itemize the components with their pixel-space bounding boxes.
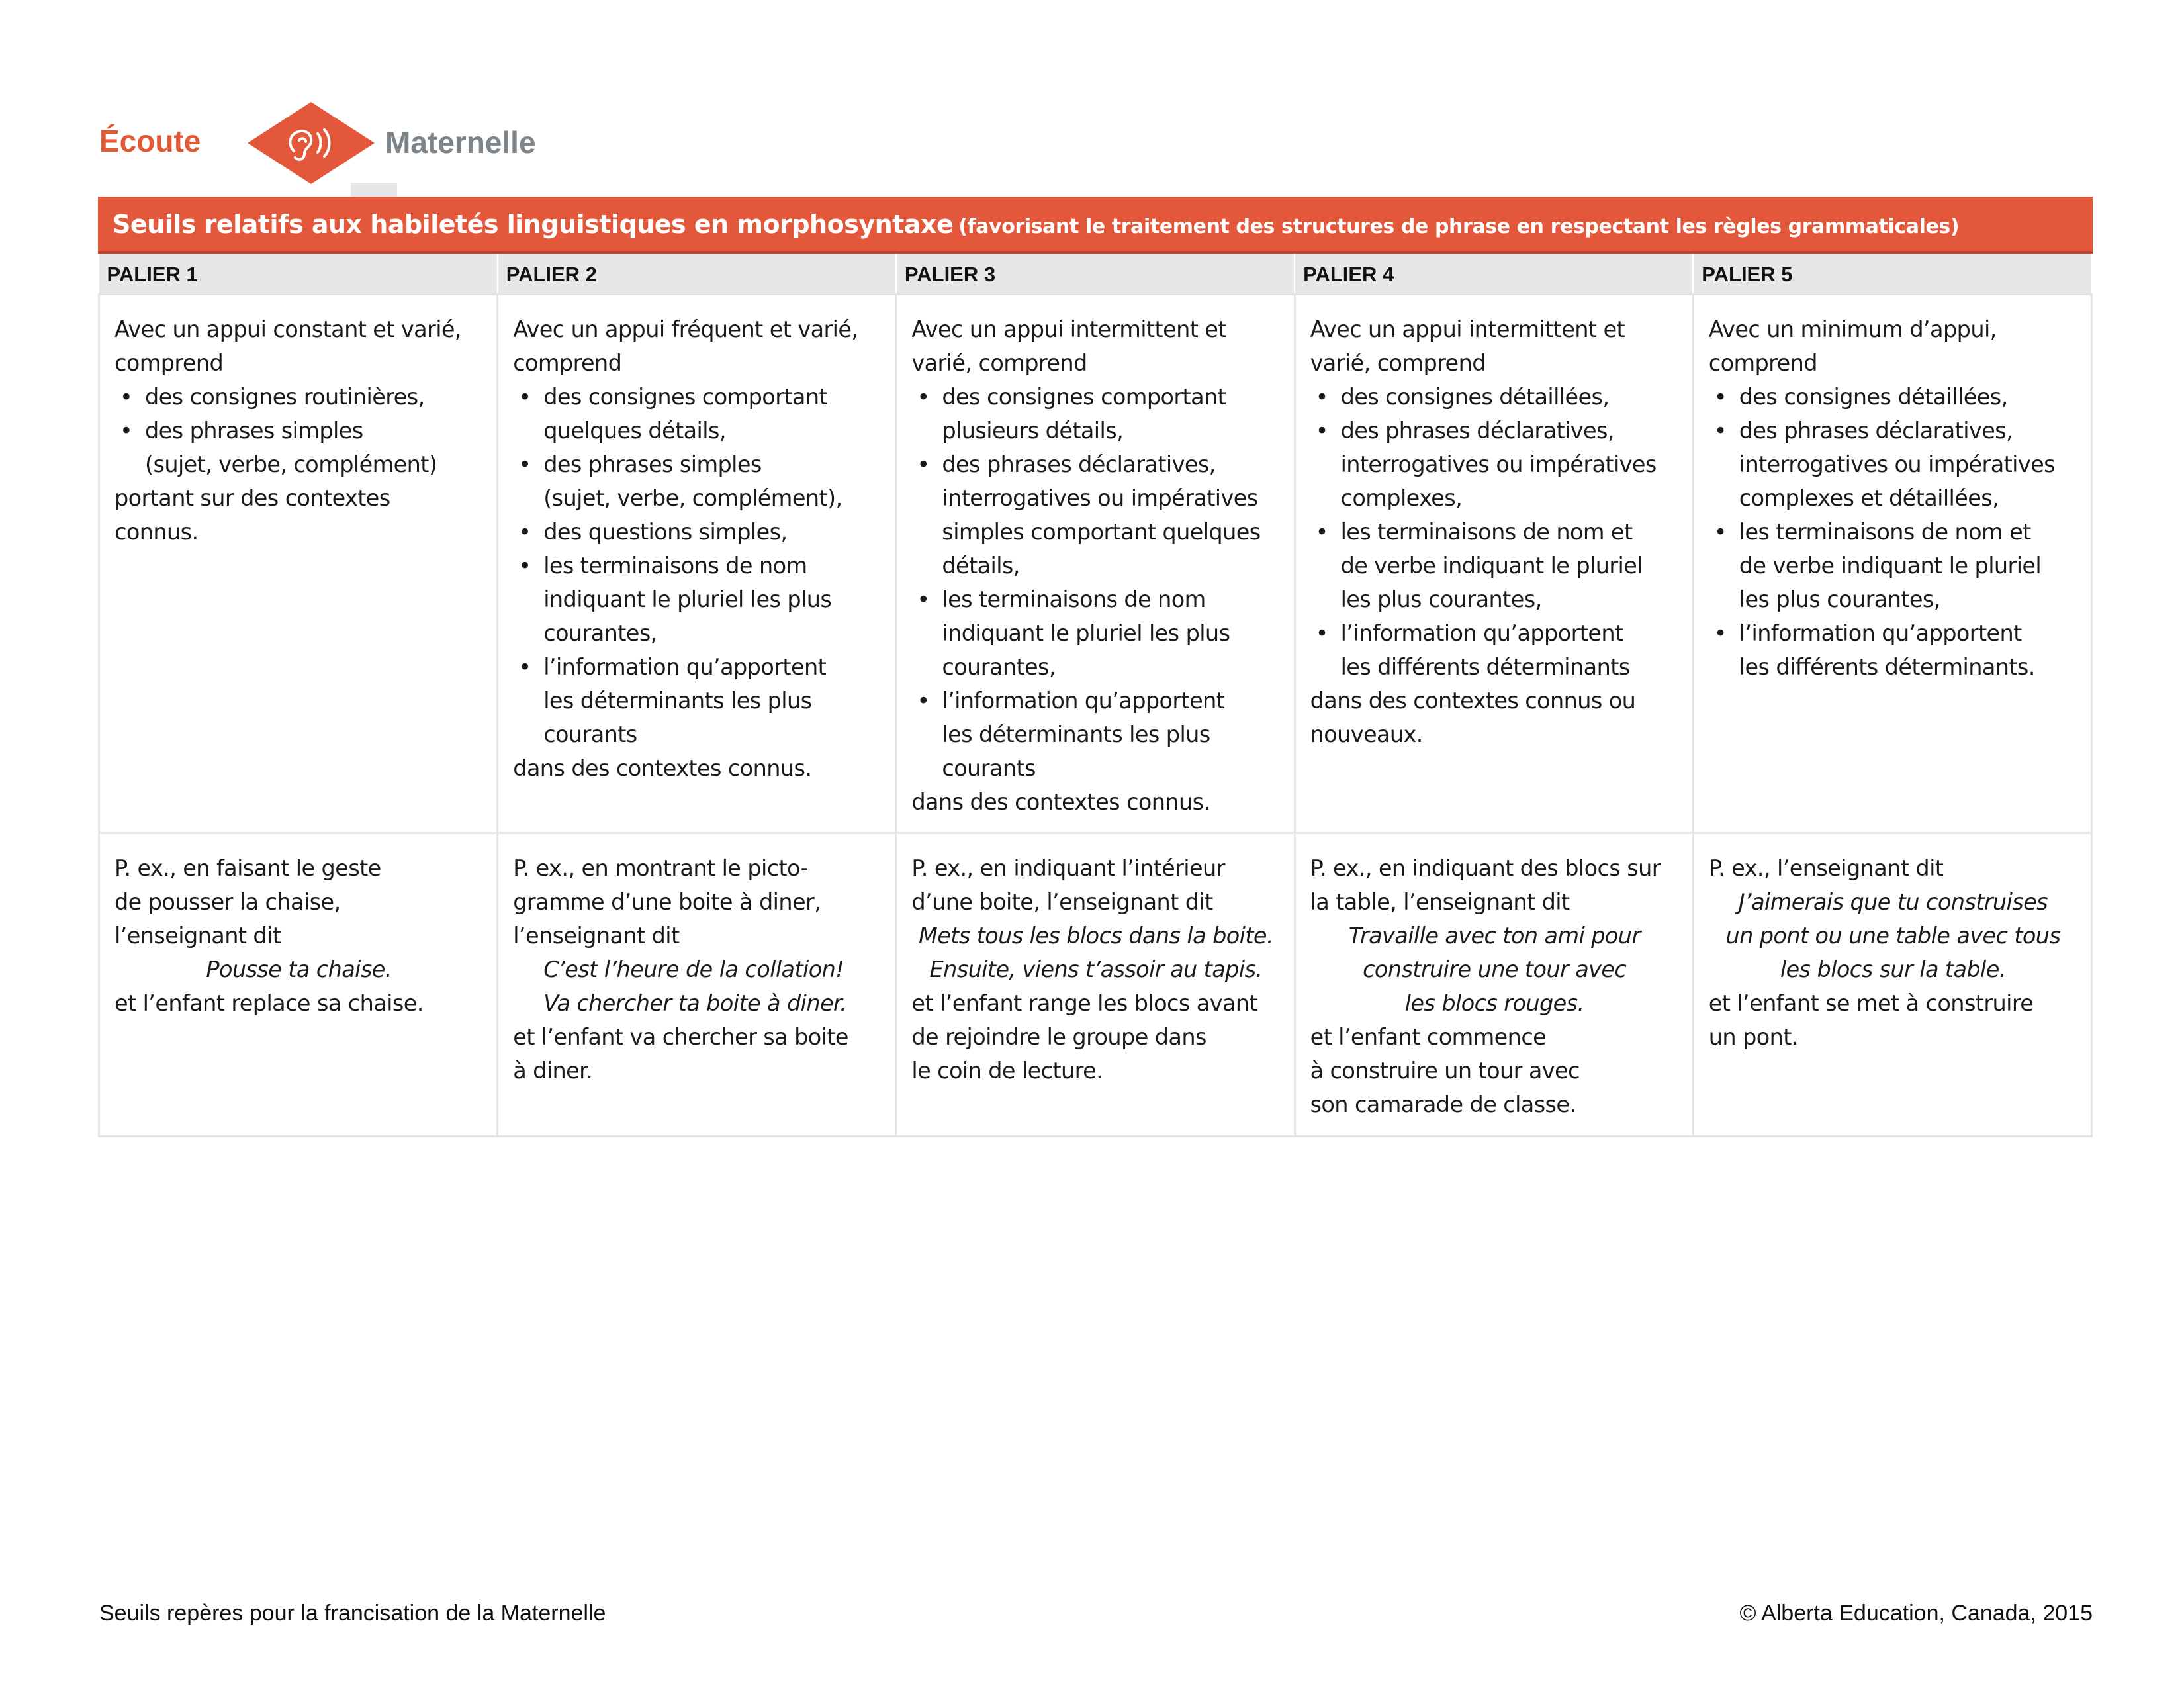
example-outro-line: et l’enfant va chercher sa boite xyxy=(513,1024,848,1050)
descriptor-bullet xyxy=(1709,414,2077,515)
example-cell-palier-2 xyxy=(498,833,896,1137)
example-intro-line: P. ex., l’enseignant dit xyxy=(1708,855,1944,881)
descriptor-bullet-line: • des consignes routinières, xyxy=(145,384,425,410)
descriptor-bullet xyxy=(513,447,882,515)
descriptor-intro-line: comprend xyxy=(1708,350,1817,376)
descriptor-intro-line: varié, comprend xyxy=(911,350,1087,376)
descriptor-bullet-line: • l’information qu’apportent xyxy=(543,654,827,680)
descriptor-bullet-line: plusieurs détails, xyxy=(942,418,1124,444)
example-quote-line: C’est l’heure de la collation! xyxy=(543,957,844,982)
descriptor-bullet-line: • des phrases simples xyxy=(145,418,363,444)
example-outro-line: à construire un tour avec xyxy=(1310,1058,1580,1084)
descriptor-bullet-list xyxy=(1709,380,2077,684)
descriptor-row xyxy=(99,295,2092,833)
column-header-palier-4: PALIER 4 xyxy=(1295,254,1693,295)
descriptor-bullet-line: • les terminaisons de nom et xyxy=(1340,519,1633,545)
descriptor-bullet-line: • des consignes détaillées, xyxy=(1340,384,1610,410)
descriptor-bullet xyxy=(911,380,1280,447)
example-intro-line: d’une boite, l’enseignant dit xyxy=(911,889,1213,915)
descriptor-bullet xyxy=(911,447,1280,583)
example-quote-line: Travaille avec ton ami pour xyxy=(1348,923,1641,949)
descriptor-bullet xyxy=(1310,515,1679,616)
descriptor-bullet-line: courantes, xyxy=(942,654,1056,680)
example-outro-line: et l’enfant commence xyxy=(1310,1024,1547,1050)
descriptor-bullet-line: (sujet, verbe, complément) xyxy=(145,451,437,477)
descriptor-outro-line: nouveaux. xyxy=(1310,722,1423,747)
header-row xyxy=(99,254,2092,295)
thresholds-table xyxy=(98,197,2093,1137)
example-cell-palier-4 xyxy=(1295,833,1693,1137)
table-title xyxy=(98,197,2093,254)
descriptor-bullet-line: (sujet, verbe, complément), xyxy=(543,485,842,511)
descriptor-bullet-line: indiquant le pluriel les plus xyxy=(543,586,832,612)
palier-table xyxy=(98,254,2093,1137)
descriptor-bullet-line: • l’information qu’apportent xyxy=(1340,620,1623,646)
descriptor-intro-line: Avec un appui fréquent et varié, xyxy=(513,316,858,342)
descriptor-bullet-list xyxy=(1310,380,1679,684)
example-quote-line: Mets tous les blocs dans la boite. xyxy=(918,923,1273,949)
descriptor-intro-line: Avec un appui constant et varié, xyxy=(114,316,461,342)
descriptor-bullet-line: • des consignes détaillées, xyxy=(1739,384,2008,410)
descriptor-cell-palier-1 xyxy=(99,295,498,833)
example-outro-line: son camarade de classe. xyxy=(1310,1092,1576,1117)
footer-title: Seuils repères pour la francisation de la Maternelle xyxy=(99,1601,606,1626)
descriptor-intro-line: Avec un appui intermittent et xyxy=(911,316,1226,342)
example-quote-line: un pont ou une table avec tous xyxy=(1725,923,2061,949)
descriptor-cell-palier-3 xyxy=(896,295,1295,833)
example-quote-line: Va chercher ta boite à diner. xyxy=(543,990,847,1016)
descriptor-bullet-line: complexes, xyxy=(1340,485,1463,511)
descriptor-bullet-line: • les terminaisons de nom xyxy=(942,586,1206,612)
descriptor-bullet xyxy=(513,650,882,751)
descriptor-bullet-line: détails, xyxy=(942,553,1020,579)
example-outro-line: le coin de lecture. xyxy=(911,1058,1103,1084)
domain-label: Écoute xyxy=(99,124,201,158)
column-header-palier-5: PALIER 5 xyxy=(1693,254,2091,295)
footer-copyright: © Alberta Education, Canada, 2015 xyxy=(1739,1601,2093,1626)
page-header xyxy=(99,99,563,199)
descriptor-bullet-line: quelques détails, xyxy=(543,418,726,444)
descriptor-bullet-line: de verbe indiquant le pluriel xyxy=(1739,553,2042,579)
descriptor-bullet xyxy=(114,414,483,481)
descriptor-bullet xyxy=(911,684,1280,785)
descriptor-bullet xyxy=(1310,414,1679,515)
descriptor-bullet xyxy=(1310,380,1679,414)
descriptor-intro-line: varié, comprend xyxy=(1310,350,1486,376)
descriptor-bullet xyxy=(513,549,882,650)
example-cell-palier-3 xyxy=(896,833,1295,1137)
example-intro-line: P. ex., en faisant le geste xyxy=(114,855,381,881)
descriptor-bullet xyxy=(1709,380,2077,414)
descriptor-bullet-line: interrogatives ou impératives xyxy=(1340,451,1657,477)
descriptor-bullet-line: de verbe indiquant le pluriel xyxy=(1340,553,1643,579)
example-outro-line: à diner. xyxy=(513,1058,593,1084)
descriptor-bullet-line: simples comportant quelques xyxy=(942,519,1261,545)
example-intro-line: la table, l’enseignant dit xyxy=(1310,889,1570,915)
descriptor-bullet-line: courantes, xyxy=(543,620,657,646)
descriptor-outro-line: portant sur des contextes xyxy=(114,485,390,511)
grade-label: Maternelle xyxy=(385,125,536,160)
example-outro-line: et l’enfant replace sa chaise. xyxy=(114,990,424,1016)
descriptor-outro-line: dans des contextes connus ou xyxy=(1310,688,1636,714)
table-title-main: Seuils relatifs aux habiletés linguistiques en morphosyntaxe xyxy=(113,210,954,239)
descriptor-bullet-line: les déterminants les plus xyxy=(543,688,812,714)
descriptor-cell-palier-5 xyxy=(1693,295,2091,833)
example-intro-line: l’enseignant dit xyxy=(513,923,680,949)
descriptor-bullet-line: • des consignes comportant xyxy=(543,384,827,410)
descriptor-bullet-line: • l’information qu’apportent xyxy=(942,688,1225,714)
descriptor-bullet-line: • des phrases déclaratives, xyxy=(1739,418,2013,444)
descriptor-bullet-line: • des phrases déclaratives, xyxy=(942,451,1216,477)
example-outro-line: de rejoindre le groupe dans xyxy=(911,1024,1206,1050)
ear-sound-icon xyxy=(225,99,397,197)
descriptor-bullet-line: • des phrases déclaratives, xyxy=(1340,418,1614,444)
example-outro-line: un pont. xyxy=(1708,1024,1798,1050)
descriptor-outro-line: connus. xyxy=(114,519,199,545)
column-header-palier-2: PALIER 2 xyxy=(498,254,896,295)
descriptor-bullet-line: les plus courantes, xyxy=(1340,586,1542,612)
example-quote-line: J’aimerais que tu construises xyxy=(1738,889,2048,915)
example-quote-line: les blocs sur la table. xyxy=(1780,957,2006,982)
example-row xyxy=(99,833,2092,1137)
example-intro-line: de pousser la chaise, xyxy=(114,889,341,915)
example-intro-line: l’enseignant dit xyxy=(114,923,281,949)
descriptor-bullet xyxy=(1310,616,1679,684)
descriptor-cell-palier-4 xyxy=(1295,295,1693,833)
descriptor-outro-line: dans des contextes connus. xyxy=(911,789,1210,815)
descriptor-bullet xyxy=(513,515,882,549)
example-intro-line: gramme d’une boite à diner, xyxy=(513,889,821,915)
descriptor-bullet-line: complexes et détaillées, xyxy=(1739,485,1999,511)
descriptor-bullet-line: les différents déterminants. xyxy=(1739,654,2035,680)
descriptor-outro-line: dans des contextes connus. xyxy=(513,755,812,781)
descriptor-bullet-line: courants xyxy=(543,722,637,747)
descriptor-bullet-line: interrogatives ou impératives xyxy=(1739,451,2055,477)
descriptor-bullet-line: indiquant le pluriel les plus xyxy=(942,620,1230,646)
example-outro-line: et l’enfant range les blocs avant xyxy=(911,990,1258,1016)
descriptor-bullet-line: • les terminaisons de nom xyxy=(543,553,807,579)
descriptor-bullet-line: • les terminaisons de nom et xyxy=(1739,519,2031,545)
example-intro-line: P. ex., en indiquant l’intérieur xyxy=(911,855,1225,881)
descriptor-bullet-line: • des questions simples, xyxy=(543,519,788,545)
example-intro-line: P. ex., en indiquant des blocs sur xyxy=(1310,855,1661,881)
descriptor-bullet-list xyxy=(114,380,483,481)
descriptor-intro-line: comprend xyxy=(513,350,622,376)
column-header-palier-1: PALIER 1 xyxy=(99,254,498,295)
descriptor-bullet xyxy=(513,380,882,447)
example-outro-line: et l’enfant se met à construire xyxy=(1708,990,2034,1016)
table-title-sub: (favorisant le traitement des structures de phrase en respectant les règles grammaticales) xyxy=(958,215,1960,238)
example-cell-palier-5 xyxy=(1693,833,2091,1137)
descriptor-bullet xyxy=(1709,515,2077,616)
descriptor-bullet xyxy=(114,380,483,414)
descriptor-bullet xyxy=(1709,616,2077,684)
descriptor-intro-line: Avec un appui intermittent et xyxy=(1310,316,1625,342)
descriptor-bullet xyxy=(911,583,1280,684)
example-intro-line: P. ex., en montrant le picto- xyxy=(513,855,809,881)
example-quote-line: construire une tour avec xyxy=(1363,957,1627,982)
descriptor-bullet-line: • des consignes comportant xyxy=(942,384,1226,410)
column-header-palier-3: PALIER 3 xyxy=(896,254,1295,295)
example-quote-line: Ensuite, viens t’assoir au tapis. xyxy=(929,957,1263,982)
example-quote-line: Pousse ta chaise. xyxy=(206,957,392,982)
descriptor-intro-line: comprend xyxy=(114,350,224,376)
example-quote-line: les blocs rouges. xyxy=(1404,990,1584,1016)
descriptor-cell-palier-2 xyxy=(498,295,896,833)
descriptor-bullet-line: • des phrases simples xyxy=(543,451,762,477)
descriptor-bullet-line: les plus courantes, xyxy=(1739,586,1940,612)
descriptor-bullet-list xyxy=(513,380,882,751)
descriptor-bullet-list xyxy=(911,380,1280,785)
descriptor-intro-line: Avec un minimum d’appui, xyxy=(1708,316,1997,342)
example-cell-palier-1 xyxy=(99,833,498,1137)
descriptor-bullet-line: • l’information qu’apportent xyxy=(1739,620,2022,646)
descriptor-bullet-line: les différents déterminants xyxy=(1340,654,1630,680)
descriptor-bullet-line: courants xyxy=(942,755,1036,781)
descriptor-bullet-line: les déterminants les plus xyxy=(942,722,1210,747)
descriptor-bullet-line: interrogatives ou impératives xyxy=(942,485,1258,511)
